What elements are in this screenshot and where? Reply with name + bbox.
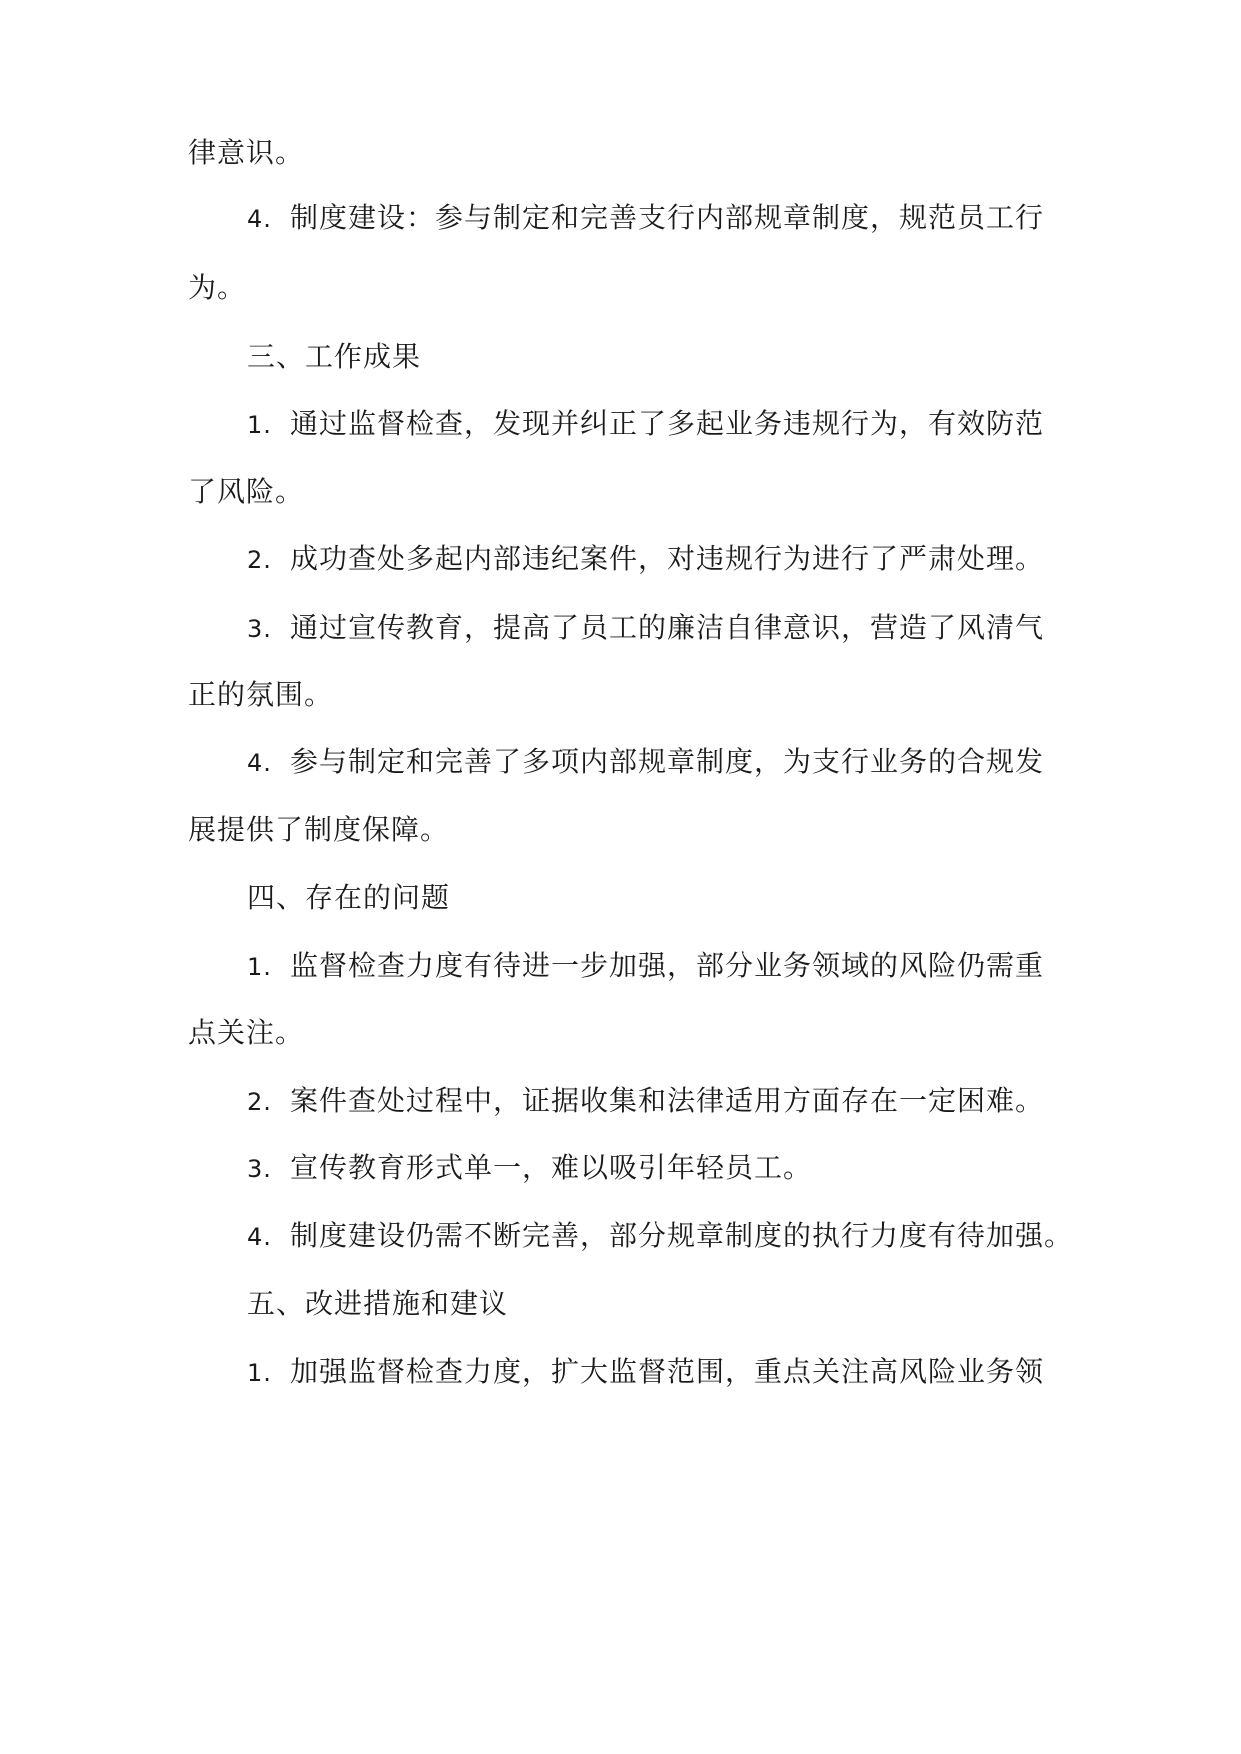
- heading-text: 四、存在的问题: [247, 881, 451, 914]
- line-text: 通过宣传教育，提高了员工的廉洁自律意识，营造了风清气: [290, 611, 1045, 644]
- item-number: 4.: [247, 749, 272, 777]
- list-item: [247, 1083, 1127, 1119]
- list-item: [247, 200, 1127, 236]
- line-text: 制度建设：参与制定和完善支行内部规章制度，规范员工行: [290, 201, 1045, 234]
- text-line: [188, 474, 1068, 510]
- heading-text: 五、改进措施和建议: [247, 1287, 509, 1320]
- list-item: [247, 541, 1127, 577]
- line-text: 案件查处过程中，证据收集和法律适用方面存在一定困难。: [290, 1084, 1045, 1117]
- list-item: [247, 610, 1127, 646]
- line-text: 成功查处多起内部违纪案件，对违规行为进行了严肃处理。: [290, 542, 1045, 575]
- item-number: 1.: [247, 1359, 272, 1387]
- item-number: 3.: [247, 615, 272, 643]
- line-text: 参与制定和完善了多项内部规章制度，为支行业务的合规发: [290, 745, 1045, 778]
- section-heading: [247, 880, 1127, 916]
- list-item: [247, 1218, 1127, 1254]
- list-item: [247, 744, 1127, 780]
- item-number: 3.: [247, 1155, 272, 1183]
- section-heading: [247, 339, 1127, 375]
- line-text: 点关注。: [188, 1016, 305, 1049]
- item-number: 1.: [247, 411, 272, 439]
- text-line: [188, 1015, 1068, 1051]
- text-line: [188, 270, 1068, 306]
- line-text: 律意识。: [188, 136, 305, 169]
- heading-text: 三、工作成果: [247, 340, 422, 373]
- item-number: 2.: [247, 1088, 272, 1116]
- text-line: [188, 677, 1068, 713]
- item-number: 4.: [247, 1223, 272, 1251]
- line-text: 了风险。: [188, 475, 305, 508]
- list-item: [247, 1150, 1127, 1186]
- list-item: [247, 1354, 1127, 1390]
- item-number: 1.: [247, 953, 272, 981]
- line-text: 正的氛围。: [188, 678, 334, 711]
- line-text: 加强监督检查力度，扩大监督范围，重点关注高风险业务领: [290, 1355, 1045, 1388]
- line-text: 通过监督检查，发现并纠正了多起业务违规行为，有效防范: [290, 407, 1045, 440]
- text-line: [188, 135, 1068, 171]
- line-text: 监督检查力度有待进一步加强，部分业务领域的风险仍需重: [290, 949, 1045, 982]
- line-text: 制度建设仍需不断完善，部分规章制度的执行力度有待加强。: [290, 1219, 1074, 1252]
- list-item: [247, 406, 1127, 442]
- line-text: 宣传教育形式单一，难以吸引年轻员工。: [290, 1151, 813, 1184]
- text-line: [188, 812, 1068, 848]
- line-text: 展提供了制度保障。: [188, 813, 450, 846]
- item-number: 4.: [247, 205, 272, 233]
- list-item: [247, 948, 1127, 984]
- section-heading: [247, 1286, 1127, 1322]
- line-text: 为。: [188, 271, 247, 304]
- item-number: 2.: [247, 546, 272, 574]
